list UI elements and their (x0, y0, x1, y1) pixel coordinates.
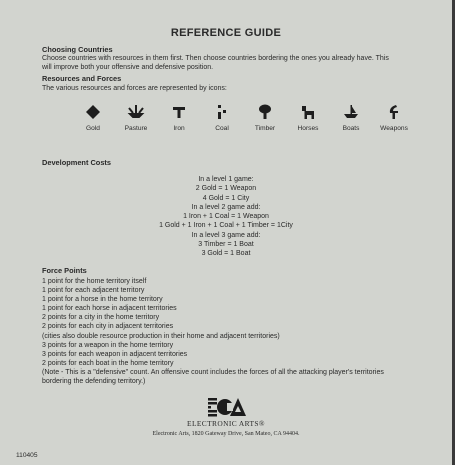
cost-line: In a level 1 game: (198, 176, 254, 183)
force-line: 1 point for a horse in the home territory (42, 296, 163, 304)
force-line: bordering the defending territory.) (42, 378, 146, 386)
gold-icon (84, 103, 102, 121)
cost-line: In a level 3 game add: (191, 231, 261, 239)
force-line: 2 points for each boat in the home territory (42, 359, 174, 367)
resource-horses (287, 103, 329, 132)
cost-line: 1 Gold + 1 Iron + 1 Coal + 1 Timber = 1City (159, 222, 293, 230)
cost-line: 4 Gold = 1 City (202, 194, 250, 202)
boat-icon (342, 103, 360, 121)
resource-boats (330, 103, 372, 132)
resource-coal (201, 103, 243, 132)
pasture-icon (126, 103, 146, 121)
cost-line: 1 Iron + 1 Coal = 1 Weapon (183, 213, 269, 221)
resources-intro: The various resources and forces are represented by icons: (42, 85, 227, 92)
cost-line: In a level 2 game add: (191, 203, 261, 211)
force-points-list (42, 277, 442, 386)
weapon-icon (385, 103, 403, 121)
horse-icon (299, 103, 317, 121)
cost-line: 3 Gold = 1 Boat (201, 250, 251, 258)
resource-pasture (115, 103, 157, 132)
force-line: (cities also double resource production in their home and adjacent territories) (42, 332, 280, 340)
choosing-line: will improve both your offensive and defensive position. (42, 64, 214, 72)
resource-label: Pasture (124, 125, 148, 132)
resource-label: Weapons (380, 125, 408, 132)
choosing-countries-text (42, 54, 442, 73)
product-code: 110405 (16, 452, 38, 459)
iron-icon (170, 103, 188, 121)
resource-label: Timber (254, 125, 276, 132)
resource-label: Horses (297, 125, 319, 132)
force-line: 2 points for each city in adjacent territories (42, 323, 174, 331)
choosing-line: Choose countries with resources in them first. Then choose countries bordering the ones you already have. This (42, 55, 389, 62)
resource-label: Boats (342, 125, 360, 132)
resource-iron (158, 103, 200, 132)
page-title: REFERENCE GUIDE (170, 27, 282, 39)
resource-gold (72, 103, 114, 132)
publisher-address: Electronic Arts, 1820 Gateway Drive, San Mateo, CA 94404. (152, 431, 300, 437)
development-costs-heading: Development Costs (42, 158, 111, 167)
force-line: 3 points for each weapon in adjacent territories (42, 350, 188, 358)
electronic-arts-logo (208, 397, 246, 417)
resource-label: Iron (173, 125, 185, 132)
timber-icon (256, 103, 274, 121)
coal-icon (213, 103, 231, 121)
resource-label: Gold (86, 125, 100, 132)
resource-weapons (373, 103, 415, 132)
resource-label: Coal (215, 125, 229, 132)
resource-icons-row (72, 103, 412, 143)
force-points-heading: Force Points (42, 266, 87, 275)
development-costs-list (0, 175, 452, 259)
resources-heading: Resources and Forces (42, 74, 122, 83)
force-line: 1 point for each horse in adjacent territories (42, 305, 177, 313)
force-line: 3 points for a weapon in the home territory (42, 341, 174, 349)
cost-line: 2 Gold = 1 Weapon (195, 185, 257, 193)
publisher-name: ELECTRONIC ARTS® (187, 419, 265, 428)
force-line: 2 points for a city in the home territory (42, 314, 160, 322)
force-line: (Note - This is a "defensive" count. An offensive count includes the forces of all the attacking player's territories (42, 368, 384, 376)
resource-timber (244, 103, 286, 132)
choosing-countries-heading: Choosing Countries (42, 45, 113, 54)
force-line: 1 point for the home territory itself (42, 278, 147, 285)
cost-line: 3 Timber = 1 Boat (198, 241, 254, 249)
force-line: 1 point for each adjacent territory (42, 287, 145, 295)
